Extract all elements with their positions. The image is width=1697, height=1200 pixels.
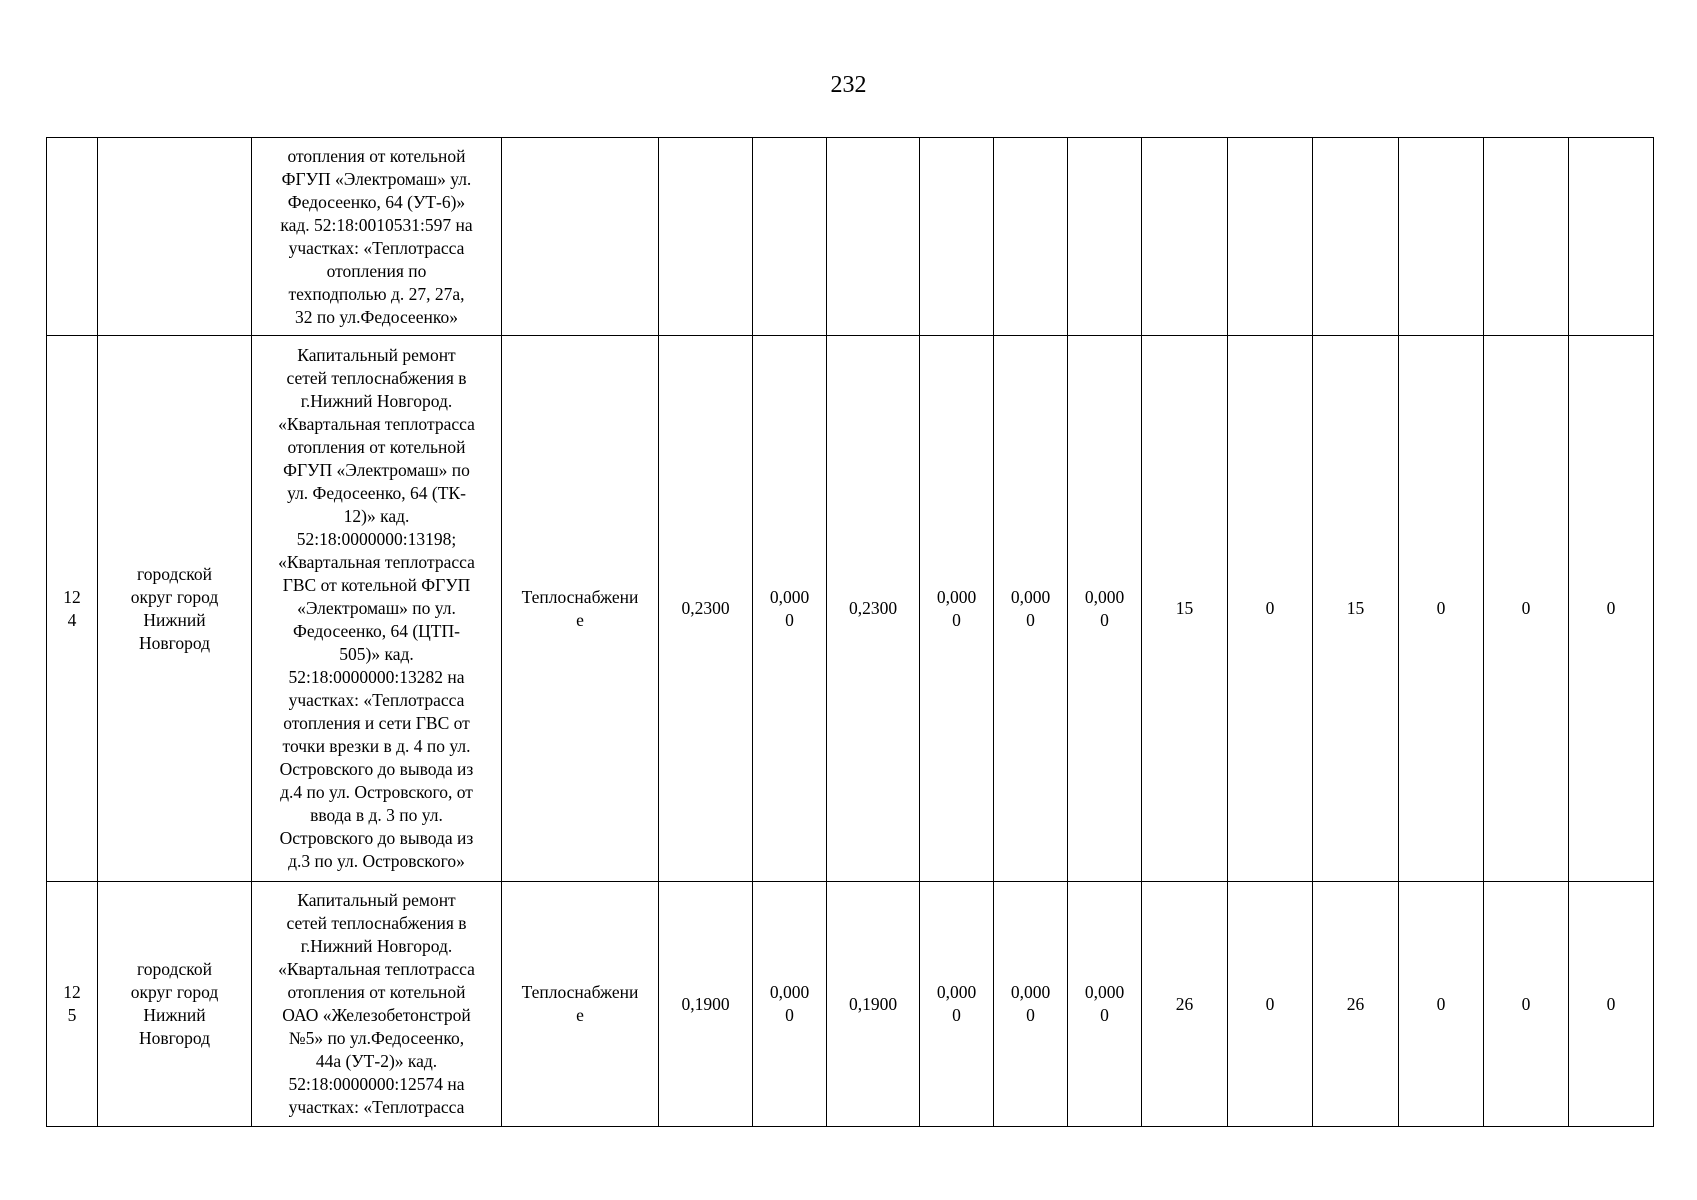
value-cell-4: 0,000 0: [920, 336, 994, 882]
value-cell-6: 0,000 0: [1068, 882, 1142, 1127]
value-cell-9: 26: [1313, 882, 1399, 1127]
value-cell-10: 0: [1399, 882, 1484, 1127]
row-number-cell: 12 5: [47, 882, 98, 1127]
registry-table: [46, 137, 1654, 1127]
value-cell-9: 15: [1313, 336, 1399, 882]
value-cell-1: [659, 138, 753, 336]
value-cell-11: 0: [1484, 882, 1569, 1127]
description-cell: Капитальный ремонт сетей теплоснабжения в г.Нижний Новгород. «Квартальная теплотрасса отопления от котельной ОАО «Железобетонстрой №5» по ул.Федосеенко, 44а (УТ-2)» кад. 52:18:0000000:12574 на участках: «Теплотрасса: [252, 882, 502, 1127]
district-cell: городской округ город Нижний Новгород: [98, 882, 252, 1127]
value-cell-12: 0: [1569, 336, 1654, 882]
table-row-continuation: [47, 138, 1654, 336]
value-cell-1: 0,1900: [659, 882, 753, 1127]
row-number-cell: 12 4: [47, 336, 98, 882]
value-cell-11: [1484, 138, 1569, 336]
value-cell-6: 0,000 0: [1068, 336, 1142, 882]
value-cell-12: [1569, 138, 1654, 336]
district-cell: [98, 138, 252, 336]
value-cell-3: [827, 138, 920, 336]
value-cell-10: [1399, 138, 1484, 336]
value-cell-8: [1228, 138, 1313, 336]
description-cell: Капитальный ремонт сетей теплоснабжения в г.Нижний Новгород. «Квартальная теплотрасса отопления от котельной ФГУП «Электромаш» по ул. Федосеенко, 64 (ТК- 12)» кад. 52:18:0000000:13198; «Квартальная теплотрасса ГВС от котельной ФГУП «Электромаш» по ул. Федосеенко, 64 (ЦТП- 505)» кад. 52:18:0000000:13282 на участках: «Теплотрасса отопления и сети ГВС от точки врезки в д. 4 по ул. Островского до вывода из д.4 по ул. Островского, от ввода в д. 3 по ул. Островского до вывода из д.3 по ул. Островского»: [252, 336, 502, 882]
value-cell-3: 0,1900: [827, 882, 920, 1127]
value-cell-2: 0,000 0: [753, 882, 827, 1127]
value-cell-8: 0: [1228, 336, 1313, 882]
value-cell-12: 0: [1569, 882, 1654, 1127]
value-cell-8: 0: [1228, 882, 1313, 1127]
table-row-125: [47, 882, 1654, 1127]
value-cell-11: 0: [1484, 336, 1569, 882]
value-cell-1: 0,2300: [659, 336, 753, 882]
page-number: 232: [830, 72, 867, 98]
value-cell-2: 0,000 0: [753, 336, 827, 882]
type-cell: Теплоснабжени е: [502, 882, 659, 1127]
value-cell-2: [753, 138, 827, 336]
value-cell-7: [1142, 138, 1228, 336]
value-cell-7: 15: [1142, 336, 1228, 882]
value-cell-7: 26: [1142, 882, 1228, 1127]
district-cell: городской округ город Нижний Новгород: [98, 336, 252, 882]
description-cell: отопления от котельной ФГУП «Электромаш» ул. Федосеенко, 64 (УТ-6)» кад. 52:18:0010531:597 на участках: «Теплотрасса отопления по техподполью д. 27, 27а, 32 по ул.Федосеенко»: [252, 138, 502, 336]
value-cell-5: 0,000 0: [994, 336, 1068, 882]
value-cell-5: [994, 138, 1068, 336]
value-cell-3: 0,2300: [827, 336, 920, 882]
table-row-124: [47, 336, 1654, 882]
type-cell: Теплоснабжени е: [502, 336, 659, 882]
value-cell-10: 0: [1399, 336, 1484, 882]
value-cell-6: [1068, 138, 1142, 336]
value-cell-9: [1313, 138, 1399, 336]
value-cell-4: [920, 138, 994, 336]
value-cell-4: 0,000 0: [920, 882, 994, 1127]
value-cell-5: 0,000 0: [994, 882, 1068, 1127]
type-cell: [502, 138, 659, 336]
row-number-cell: [47, 138, 98, 336]
